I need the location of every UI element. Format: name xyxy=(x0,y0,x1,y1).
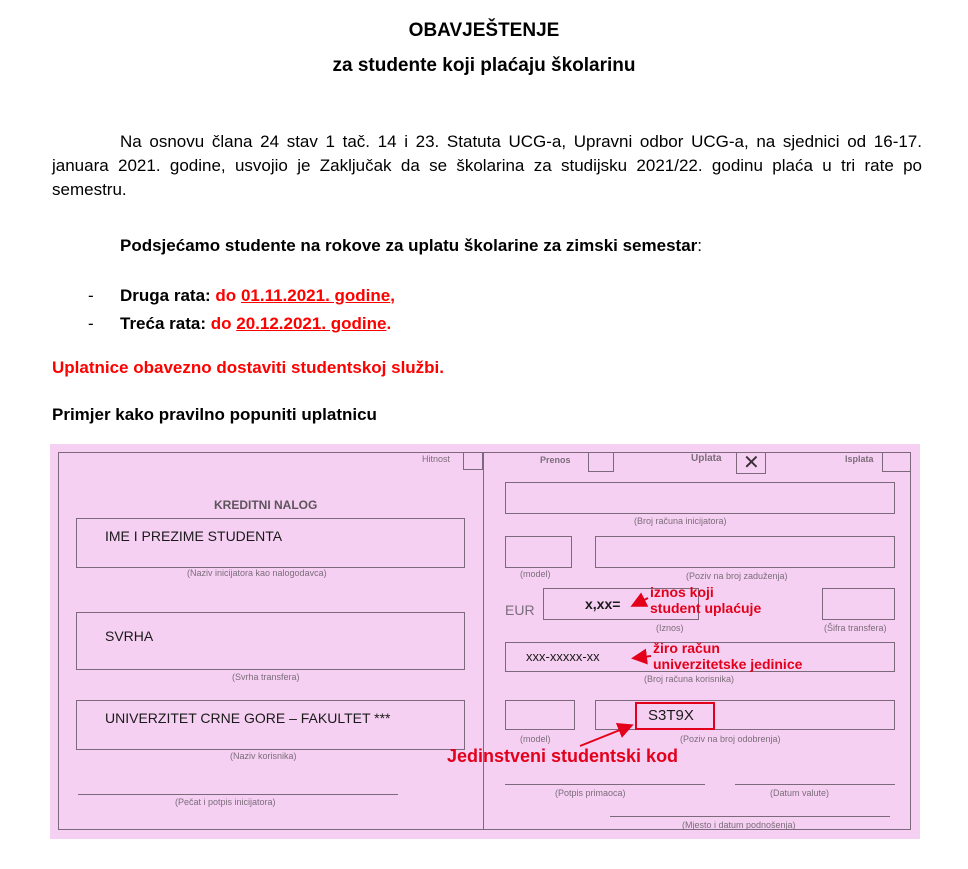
value-date-caption: (Datum valute) xyxy=(770,788,830,798)
slip-heading: KREDITNI NALOG xyxy=(214,498,318,512)
amount-arrow-icon xyxy=(634,598,648,605)
approval-reference-caption: (Poziv na broj odobrenja) xyxy=(680,734,781,744)
installment-date: 20.12.2021. godine xyxy=(236,314,387,333)
page-subtitle: za studente koji plaćaju školarinu xyxy=(332,55,636,76)
amount-annotation-line1: iznos koji xyxy=(650,584,714,600)
payout-label: Isplata xyxy=(845,454,874,464)
model-caption: (model) xyxy=(520,569,551,579)
account-annotation-line2: univerzitetske jedinice xyxy=(653,656,803,672)
installment-date: 01.11.2021. godine xyxy=(240,286,391,305)
deadline-reminder xyxy=(120,236,702,256)
stamp-caption: (Pečat i potpis inicijatora) xyxy=(175,797,276,807)
installment-prefix: do xyxy=(215,286,237,305)
deadline-reminder-text: Podsjećamo studente na rokove za uplatu školarine za zimski semestar xyxy=(120,236,698,255)
purpose-caption: (Svrha transfera) xyxy=(232,672,300,682)
recipient-name-value: UNIVERZITET CRNE GORE – FAKULTET *** xyxy=(105,710,391,726)
amount-annotation-line2: student uplaćuje xyxy=(650,600,762,616)
place-date-caption: (Mjesto i datum podnošenja) xyxy=(682,820,796,830)
list-item xyxy=(88,286,395,306)
example-heading: Primjer kako pravilno popuniti uplatnicu xyxy=(52,405,377,424)
intro-paragraph: Na osnovu člana 24 stav 1 tač. 14 i 23. Statuta UCG-a, Upravni odbor UCG-a, na sjednici od 16-17. januara 2021. godine, usvojio je Zaključak da se školarina za studijsku 2021/22. godinu plaća u tri rate po semestru. xyxy=(52,132,922,199)
initiator-account-caption: (Broj računa inicijatora) xyxy=(634,516,727,526)
submission-notice: Uplatnice obavezno dostaviti studentskoj službi. xyxy=(52,358,445,377)
payment-checkbox-mark: ✕ xyxy=(743,452,760,474)
student-code-arrow-icon xyxy=(580,726,630,746)
deadline-reminder-colon: : xyxy=(697,236,703,255)
amount-value: x,xx= xyxy=(585,596,621,612)
currency-label: EUR xyxy=(505,602,535,618)
recipient-account-caption: (Broj računa korisnika) xyxy=(644,674,735,684)
payment-label: Uplata xyxy=(691,453,722,464)
account-annotation-line1: žiro račun xyxy=(653,640,720,656)
payer-name-caption: (Naziv inicijatora kao nalogodavca) xyxy=(187,568,327,578)
payer-name-value: IME I PREZIME STUDENTA xyxy=(105,528,283,544)
approval-reference-value: S3T9X xyxy=(648,707,694,724)
student-code-annotation: Jedinstveni studentski kod xyxy=(447,746,679,766)
payment-slip xyxy=(50,444,920,839)
annotation-arrows xyxy=(50,444,920,839)
receiver-signature-caption: (Potpis primaoca) xyxy=(555,788,626,798)
installment-suffix: . xyxy=(386,314,392,333)
installment-label: Druga rata: xyxy=(120,286,211,305)
transfer-label: Prenos xyxy=(540,455,571,465)
recipient-account-value: xxx-xxxxx-xx xyxy=(526,649,600,664)
model2-caption: (model) xyxy=(520,734,551,744)
recipient-name-caption: (Naziv korisnika) xyxy=(230,751,297,761)
installment-label: Treća rata: xyxy=(120,314,206,333)
transfer-code-caption: (Šifra transfera) xyxy=(824,623,887,633)
bullet-dash: - xyxy=(88,314,94,333)
page-title: OBAVJEŠTENJE xyxy=(408,20,560,41)
urgency-label: Hitnost xyxy=(422,454,451,464)
bullet-dash: - xyxy=(88,286,94,305)
account-arrow-icon xyxy=(635,656,651,658)
installment-prefix: do xyxy=(210,314,232,333)
purpose-value: SVRHA xyxy=(105,628,154,644)
list-item xyxy=(88,314,392,334)
debit-reference-caption: (Poziv na broj zaduženja) xyxy=(686,571,788,581)
installment-suffix: , xyxy=(390,286,395,305)
amount-caption: (Iznos) xyxy=(656,623,684,633)
